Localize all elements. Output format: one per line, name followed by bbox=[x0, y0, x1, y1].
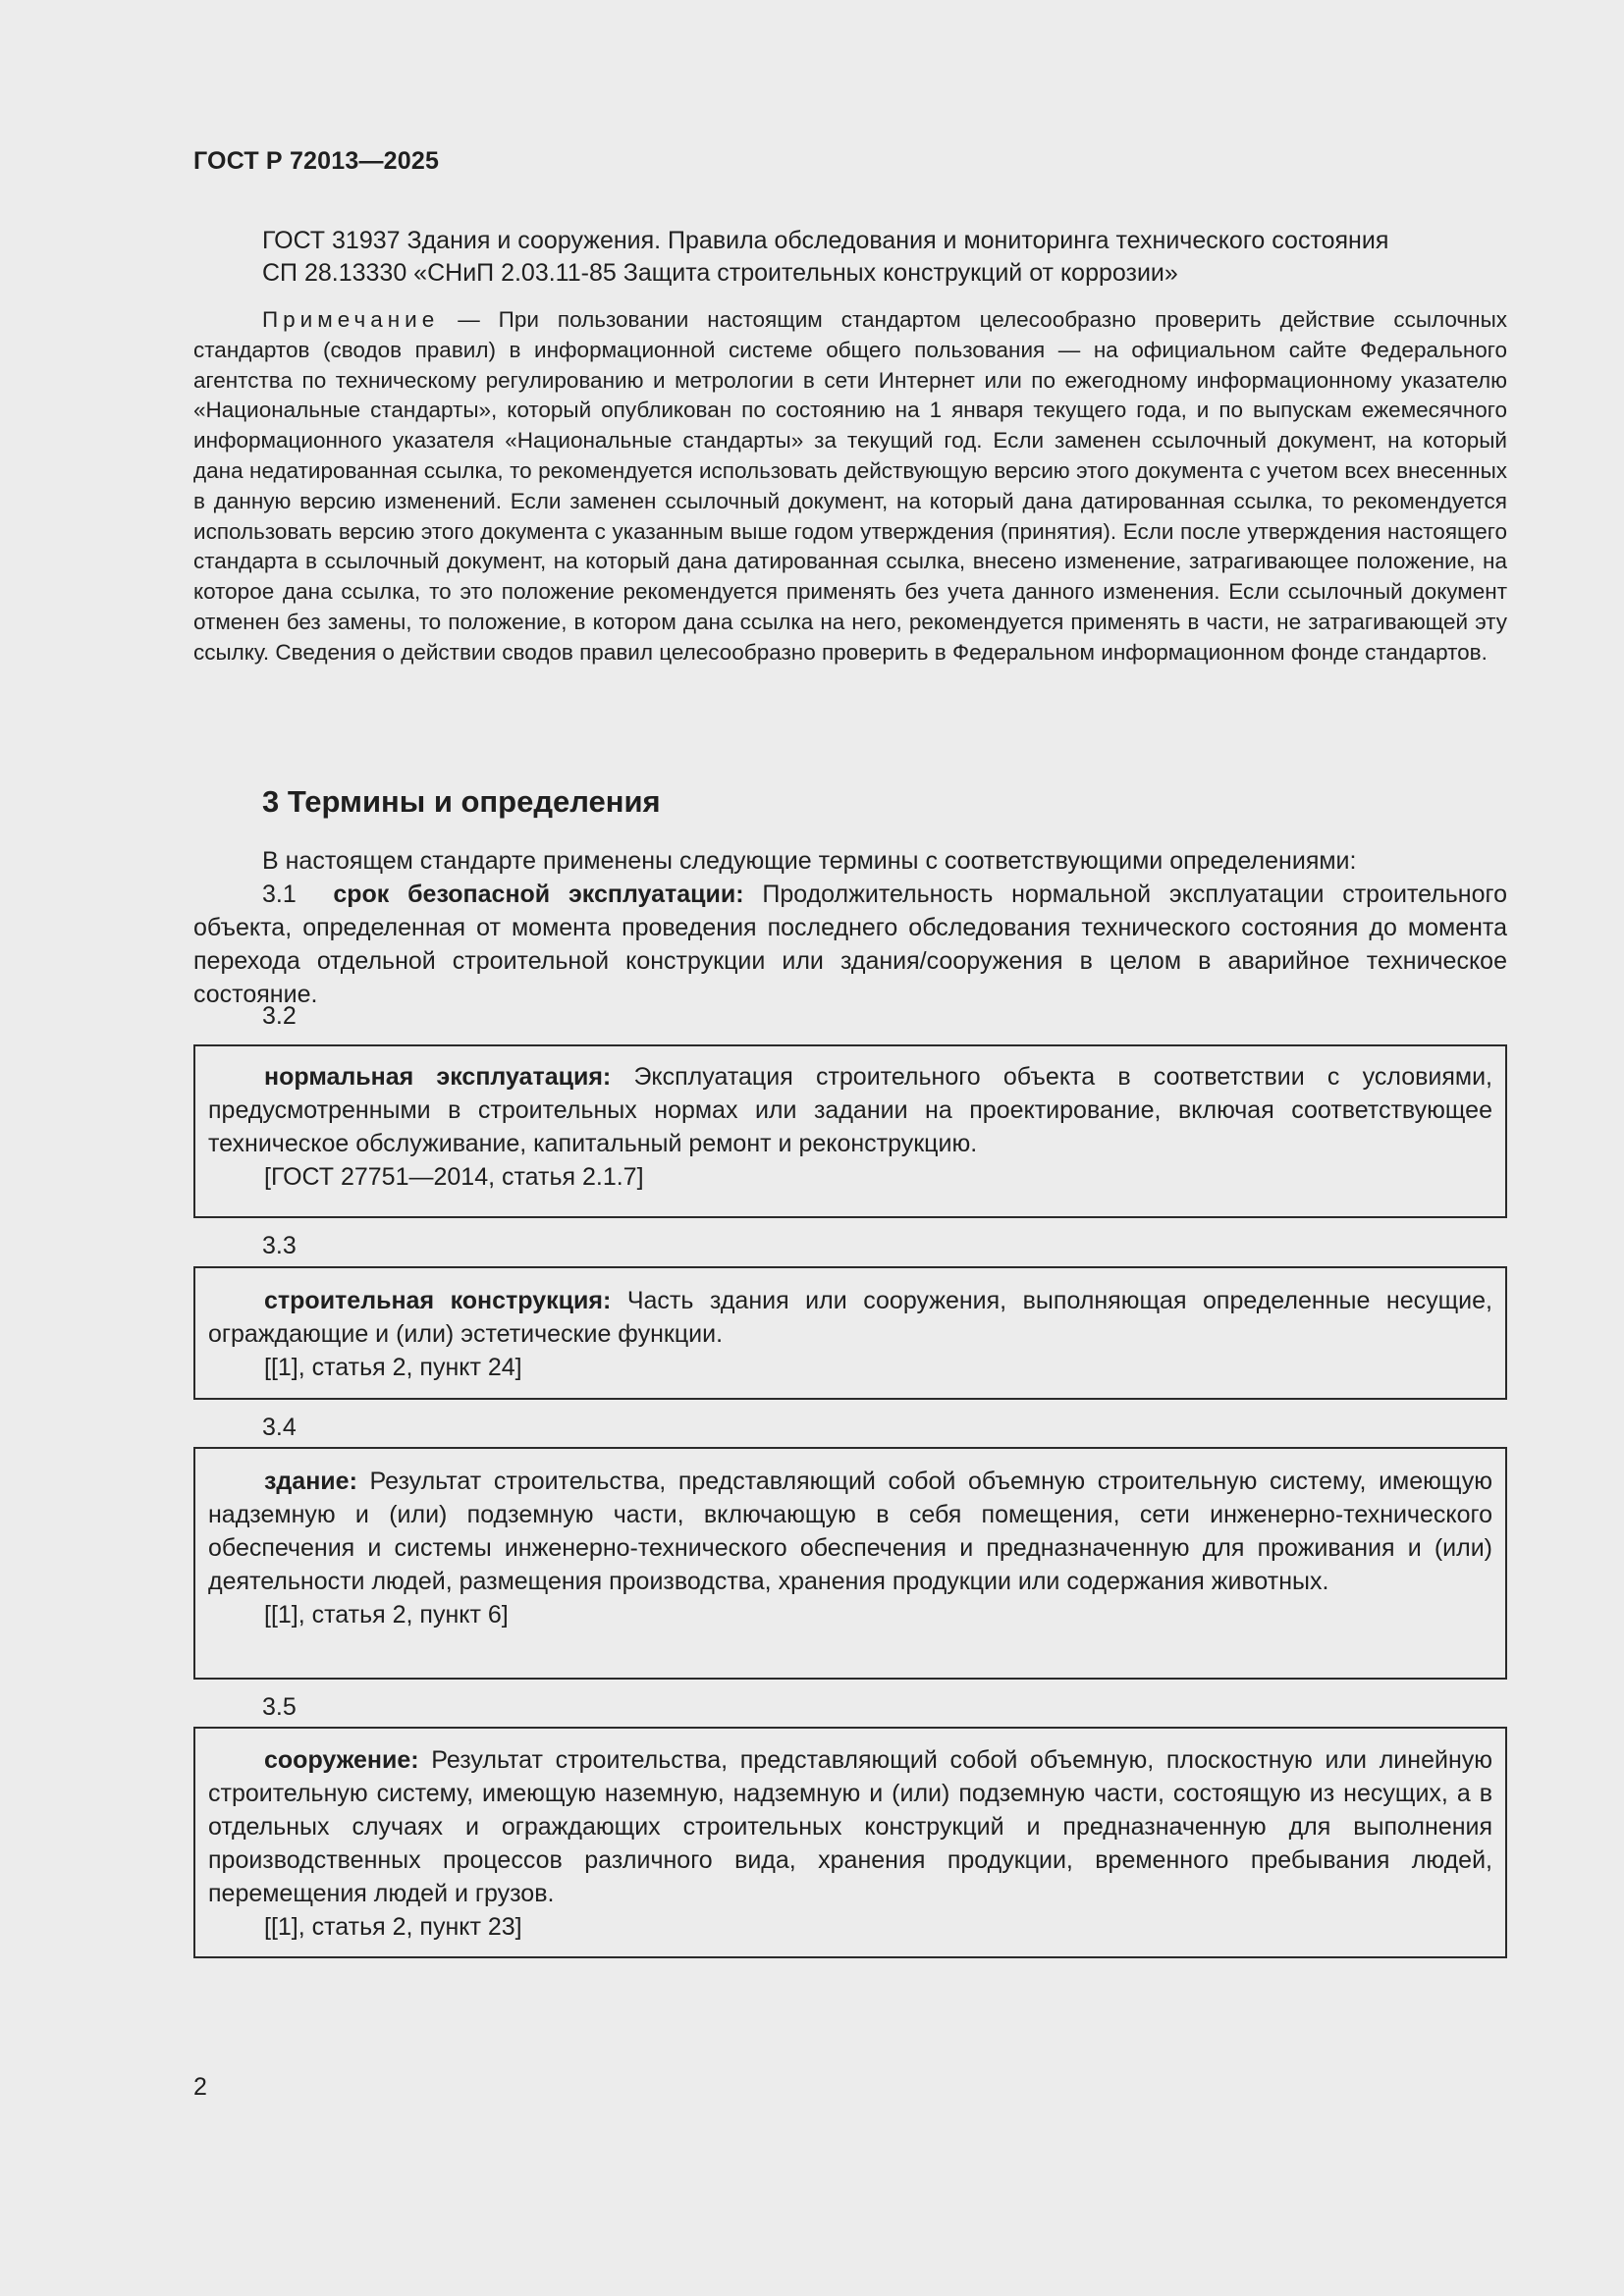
section-title: 3 Термины и определения bbox=[262, 784, 661, 819]
term-name: сооружение: bbox=[264, 1746, 419, 1774]
term-number: 3.2 bbox=[262, 1002, 297, 1030]
term-definition: Эксплуатация строительного объекта в соответствии с условиями, предусмотренными в строительных нормах или задании на проектирование, включая соответствующее техническое обслуживание, капитальный ремонт и реконструкцию. bbox=[208, 1063, 1492, 1157]
term-name: строительная конструкция: bbox=[264, 1287, 612, 1314]
term-definition-box bbox=[193, 1266, 1507, 1400]
normative-references bbox=[262, 225, 1509, 290]
note-text: — При пользовании настоящим стандартом целесообразно проверить действие ссылочных стандартов (сводов правил) в информационной системе общего пользования — на официальном сайте Федерального агентства по техническому регулированию и метрологии в сети Интернет или по ежегодному информационному указателю «Национальные стандарты», который опубликован по состоянию на 1 января текущего года, и по выпускам ежемесячного информационного указателя «Национальные стандарты» за текущий год. Если заменен ссылочный документ, на который дана недатированная ссылка, то рекомендуется использовать действующую версию этого документа с учетом всех внесенных в данную версию изменений. Если заменен ссылочный документ, на который дана датированная ссылка, то рекомендуется использовать версию этого документа с указанным выше годом утверждения (принятия). Если после утверждения настоящего стандарта в ссылочный документ, на который дана датированная ссылка, внесено изменение, затрагивающее положение, на которое дана ссылка, то это положение рекомендуется применять без учета данного изменения. Если ссылочный документ отменен без замены, то положение, в котором дана ссылка на него, рекомендуется применять в части, не затрагивающей эту ссылку. Сведения о действии сводов правил целесообразно проверить в Федеральном информационном фонде стандартов. bbox=[193, 307, 1507, 665]
section-body bbox=[193, 844, 1507, 1011]
term-definition: Часть здания или сооружения, выполняющая определенные несущие, ограждающие и (или) эстетические функции. bbox=[208, 1287, 1492, 1348]
term-paragraph bbox=[208, 1060, 1492, 1160]
term-source: [ГОСТ 27751—2014, статья 2.1.7] bbox=[264, 1163, 644, 1191]
term-source: [[1], статья 2, пункт 6] bbox=[264, 1601, 509, 1629]
term-definition: Продолжительность нормальной эксплуатации строительного объекта, определенная от момента проведения последнего обследования технического состояния до момента перехода отдельной строительной конструкции или здания/сооружения в целом в аварийное техническое состояние. bbox=[193, 881, 1507, 1008]
term-3-1 bbox=[193, 878, 1507, 1011]
page-number: 2 bbox=[193, 2073, 207, 2101]
section-intro bbox=[193, 844, 1507, 878]
term-definition-box bbox=[193, 1044, 1507, 1218]
term-number: 3.5 bbox=[262, 1693, 297, 1721]
term-number: 3.1 bbox=[262, 881, 297, 908]
term-paragraph bbox=[208, 1743, 1492, 1910]
term-name: нормальная эксплуатация: bbox=[264, 1063, 612, 1091]
document-header: ГОСТ Р 72013—2025 bbox=[193, 147, 440, 175]
term-source: [[1], статья 2, пункт 24] bbox=[264, 1354, 522, 1381]
term-paragraph bbox=[208, 1284, 1492, 1351]
term-definition: Результат строительства, представляющий собой объемную строительную систему, имеющую надземную и (или) подземную части, включающую в себя помещения, сети инженерно-технического обеспечения и системы инженерно-технического обеспечения и предназначенную для проживания и (или) деятельности людей, размещения производства, хранения продукции или содержания животных. bbox=[208, 1468, 1492, 1595]
term-name: срок безопасной эксплуатации: bbox=[333, 881, 744, 908]
term-paragraph bbox=[208, 1465, 1492, 1598]
note-label: Примечание bbox=[262, 307, 440, 332]
term-definition-box bbox=[193, 1727, 1507, 1958]
reference-item: СП 28.13330 «СНиП 2.03.11-85 Защита строительных конструкций от коррозии» bbox=[262, 259, 1178, 287]
term-definition: Результат строительства, представляющий собой объемную, плоскостную или линейную строительную систему, имеющую наземную, надземную и (или) подземную части, состоящую из несущих, а в отдельных случаях и ограждающих строительных конструкций и предназначенную для выполнения производственных процессов различного вида, хранения продукции, временного пребывания людей, перемещения людей и грузов. bbox=[208, 1746, 1492, 1907]
term-name: здание: bbox=[264, 1468, 357, 1495]
term-number: 3.4 bbox=[262, 1414, 297, 1441]
note-paragraph bbox=[193, 305, 1507, 668]
term-definition-box bbox=[193, 1447, 1507, 1680]
reference-item: ГОСТ 31937 Здания и сооружения. Правила обследования и мониторинга технического состояния bbox=[262, 227, 1389, 254]
section-intro-text: В настоящем стандарте применены следующие термины с соответствующими определениями: bbox=[262, 847, 1357, 875]
term-number: 3.3 bbox=[262, 1232, 297, 1259]
term-source: [[1], статья 2, пункт 23] bbox=[264, 1913, 522, 1941]
